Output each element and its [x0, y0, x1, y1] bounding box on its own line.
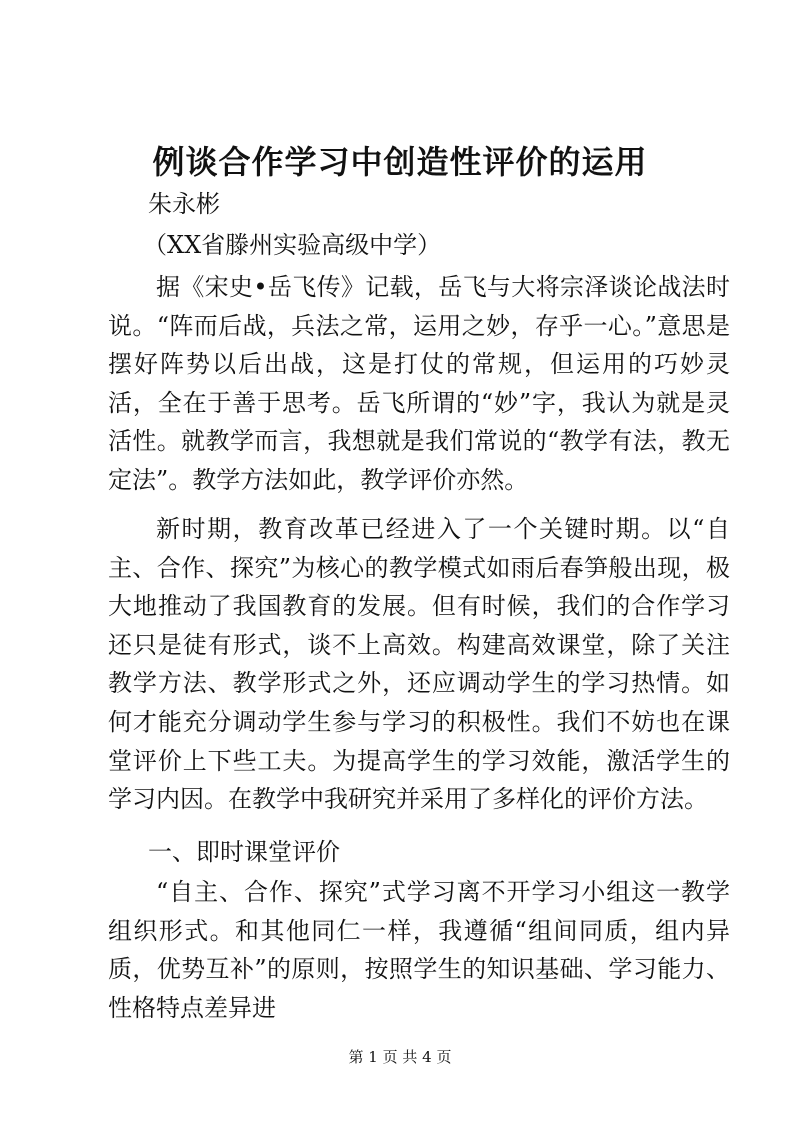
- body-paragraph-2: 新时期，教育改革已经进入了一个关键时期。以“自主、合作、探究”为核心的教学模式如雨后春笋般出现，极大地推动了我国教育的发展。但有时候，我们的合作学习还只是徒有形式，谈不上高效。构建高效课堂，除了关注教学方法、教学形式之外，还应调动学生的学习热情。如何才能充分调动学生参与学习的积极性。我们不妨也在课堂评价上下些工夫。为提高学生的学习效能，激活学生的学习内因。在教学中我研究并采用了多样化的评价方法。: [108, 515, 730, 814]
- author-name: 朱永彬: [148, 190, 220, 218]
- document-title: 例谈合作学习中创造性评价的运用: [152, 143, 648, 181]
- page-footer: 第 1 页 共 4 页: [348, 1048, 452, 1066]
- author-affiliation: （XX省滕州实验高级中学）: [143, 231, 442, 259]
- section-heading: 一、即时课堂评价: [148, 838, 340, 866]
- body-paragraph-1: 据《宋史•岳飞传》记载，岳飞与大将宗泽谈论战法时说。“阵而后战，兵法之常，运用之妙，存乎一心。”意思是摆好阵势以后出战，这是打仗的常规，但运用的巧妙灵活，全在于善于思考。岳飞所谓的“妙”字，我认为就是灵活性。就教学而言，我想就是我们常说的“教学有法，教无定法”。教学方法如此，教学评价亦然。: [108, 273, 730, 494]
- section-paragraph: “自主、合作、探究”式学习离不开学习小组这一教学组织形式。和其他同仁一样，我遵循“组间同质，组内异质，优势互补”的原则，按照学生的知识基础、学习能力、性格特点差异进: [108, 878, 730, 1022]
